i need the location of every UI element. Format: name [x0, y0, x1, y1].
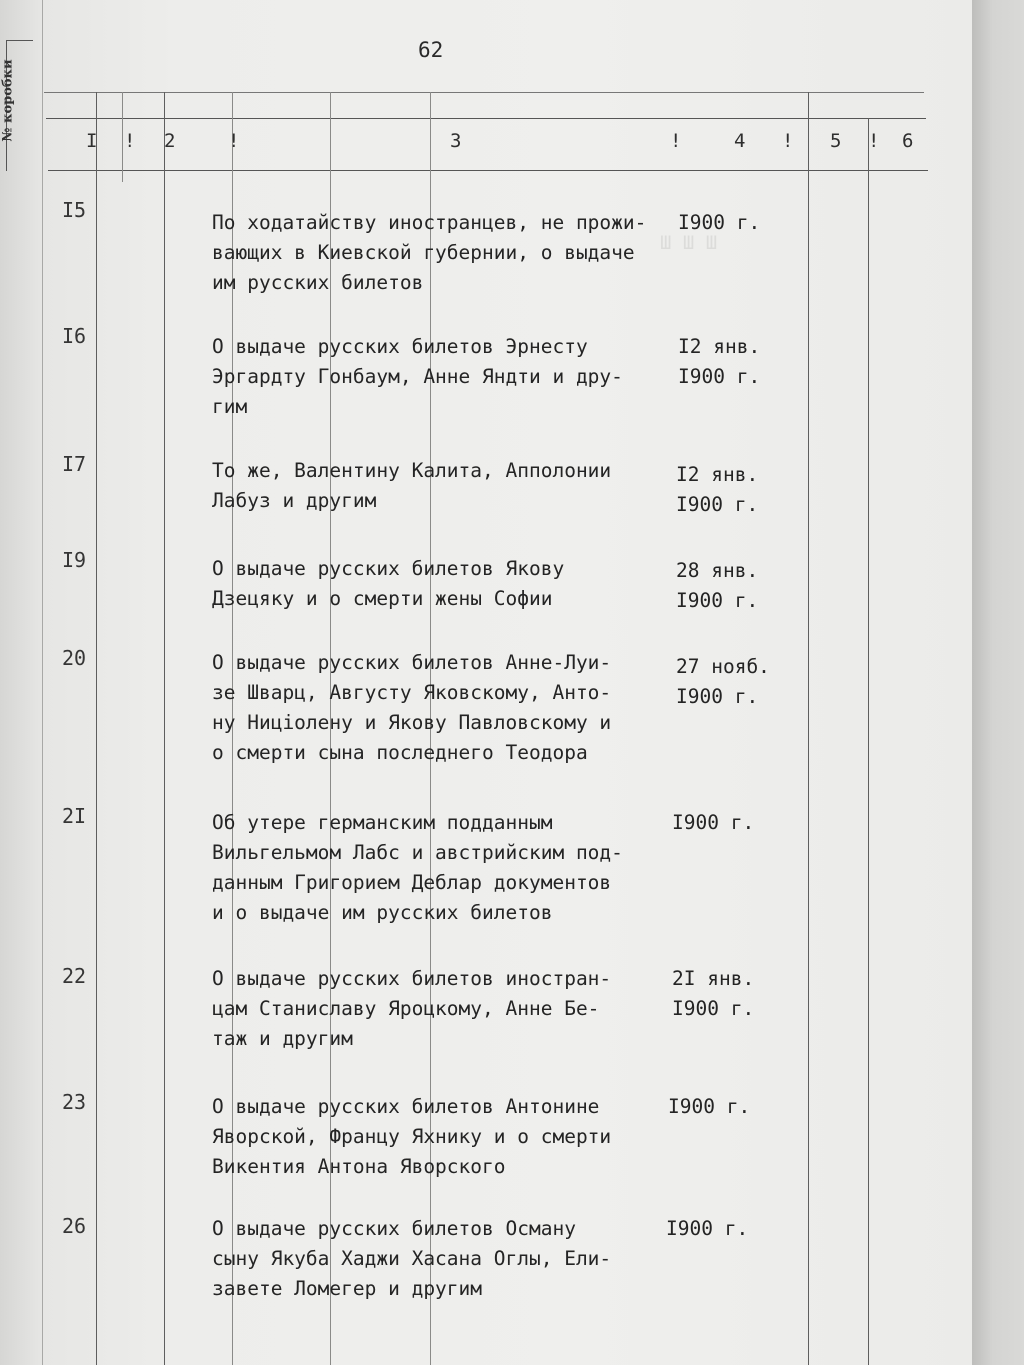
entry-description: О выдаче русских билетов Анне-Луи- зе Шварц, Августу Яковскому, Анто- ну Ницiолену и Якову Павловскому и о смерти сына последнего Теодора [212, 651, 612, 764]
header-top-rule [44, 92, 924, 93]
entry-date: I2 янв. I900 г. [678, 335, 761, 388]
entry-number: 22 [62, 964, 87, 988]
column-number-4: 4 [734, 130, 746, 152]
entry-description: О выдаче русских билетов Осману сыну Якуба Хаджи Хасана Оглы, Ели- завете Ломегер и другим [212, 1217, 612, 1300]
entry-date: I900 г. [678, 211, 761, 234]
column-divider-1b [122, 92, 123, 182]
page-edge-shadow [972, 0, 1024, 1365]
entry-number: I9 [62, 548, 87, 572]
entry-number: 20 [62, 646, 87, 670]
column-number-1: I [86, 130, 98, 152]
page-number: 62 [418, 38, 444, 62]
entry-date: I900 г. [672, 811, 755, 834]
entry-number: I6 [62, 324, 87, 348]
entry-description: О выдаче русских билетов Якову Дзецяку и о смерти жены Софии [212, 557, 565, 610]
entry-description: По ходатайству иностранцев, не прожи- вающих в Киевской губернии, о выдаче им русских билетов [212, 211, 647, 294]
column-separator-mark: ! [868, 130, 880, 152]
bleed-through-text: Ш Ш Ш [660, 232, 718, 254]
entry-number: I7 [62, 452, 87, 476]
entry-date: 2I янв. I900 г. [672, 967, 755, 1020]
entry-number: 2I [62, 804, 87, 828]
column-divider-2 [164, 92, 165, 1365]
header-rule-lower [48, 170, 928, 171]
column-separator-mark: ! [782, 130, 794, 152]
column-number-2: 2 [164, 130, 176, 152]
entry-description: О выдаче русских билетов Антонине Яворской, Францу Яхнику и о смерти Викентия Антона Яворского [212, 1095, 612, 1178]
entry-number: 23 [62, 1090, 87, 1114]
column-separator-mark: ! [670, 130, 682, 152]
entry-description: О выдаче русских билетов иностран- цам Станиславу Яроцкому, Анне Бе- таж и другим [212, 967, 612, 1050]
column-divider-4 [808, 92, 809, 1365]
column-divider-1 [96, 92, 97, 1365]
entry-description: То же, Валентину Калита, Апполонии Лабуз и другим [212, 459, 612, 512]
entry-number: 26 [62, 1214, 87, 1238]
entry-date: 28 янв. I900 г. [676, 559, 759, 612]
entry-date: 27 нояб. I900 г. [676, 655, 770, 708]
binding-strip [0, 0, 43, 1365]
entry-description: Об утере германским подданным Вильгельмом Лабс и австрийским под- данным Григорием Деблар документов и о выдаче им русских билетов [212, 811, 623, 924]
entry-description: О выдаче русских билетов Эрнесту Эргардту Гонбаум, Анне Яндти и дру- гим [212, 335, 623, 418]
column-number-5: 5 [830, 130, 842, 152]
column-number-6: 6 [902, 130, 914, 152]
entry-date: I2 янв. I900 г. [676, 463, 759, 516]
entry-number: I5 [62, 198, 87, 222]
column-separator-mark: ! [124, 130, 136, 152]
entry-date: I900 г. [668, 1095, 751, 1118]
column-divider-5 [868, 118, 869, 1365]
box-number-label-text: № коробки [0, 59, 16, 142]
header-rule-upper [46, 118, 926, 119]
box-number-label [0, 40, 33, 171]
column-separator-mark: ! [228, 130, 240, 152]
entry-date: I900 г. [666, 1217, 749, 1240]
column-number-3: 3 [450, 130, 462, 152]
